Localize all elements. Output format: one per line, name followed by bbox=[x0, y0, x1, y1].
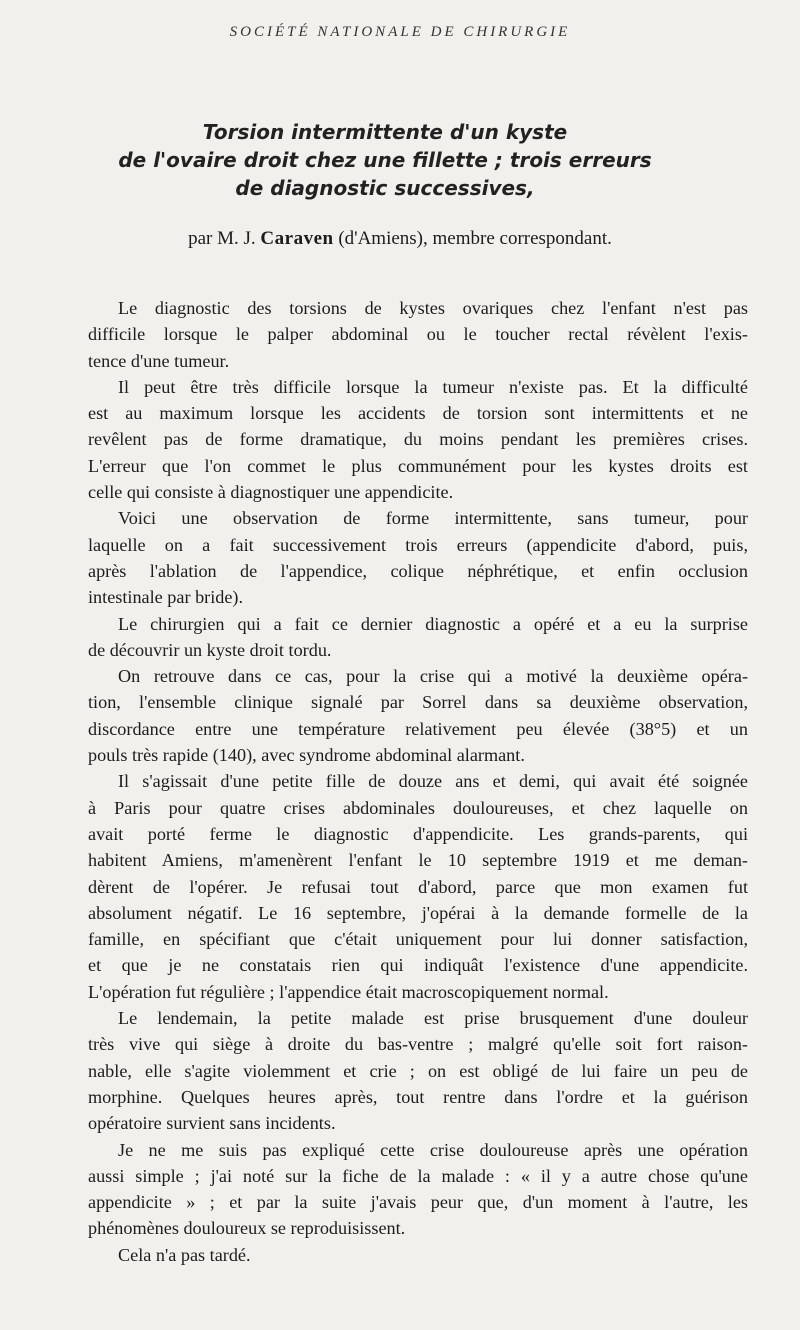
text-line: tion, l'ensemble clinique signalé par Sorrel dans sa deuxième observation, bbox=[88, 692, 748, 713]
text-line: Je ne me suis pas expliqué cette crise douloureuse après une opération bbox=[118, 1139, 748, 1160]
text-line: tence d'une tumeur. bbox=[88, 350, 230, 371]
byline-suffix: (d'Amiens), membre correspondant. bbox=[333, 228, 612, 249]
text-line: avait porté ferme le diagnostic d'appendicite. Les grands-parents, qui bbox=[88, 823, 748, 844]
text-line: On retrouve dans ce cas, pour la crise qui a motivé la deuxième opéra- bbox=[118, 666, 748, 687]
text-line: discordance entre une température relativement peu élevée (38°5) et un bbox=[88, 718, 748, 739]
text-line: intestinale par bride). bbox=[88, 587, 244, 608]
text-line: nable, elle s'agite violemment et crie ; on est obligé de lui faire un peu de bbox=[88, 1060, 748, 1081]
byline-prefix: par M. J. bbox=[188, 228, 261, 249]
text-line: Il s'agissait d'une petite fille de douze ans et demi, qui avait été soignée bbox=[118, 771, 748, 792]
title-line: de diagnostic successives, bbox=[235, 176, 535, 200]
text-line: opératoire survient sans incidents. bbox=[88, 1113, 336, 1134]
text-line: pouls très rapide (140), avec syndrome abdominal alarmant. bbox=[88, 745, 525, 766]
text-line: Le chirurgien qui a fait ce dernier diagnostic a opéré et a eu la surprise bbox=[118, 613, 748, 634]
text-line: phénomènes douloureux se reproduisissent. bbox=[88, 1218, 406, 1239]
text-line: Le diagnostic des torsions de kystes ovariques chez l'enfant n'est pas bbox=[118, 298, 748, 318]
article-title bbox=[90, 118, 680, 202]
text-line: appendicite » ; et par la suite j'avais peur que, d'un moment à l'autre, les bbox=[88, 1192, 748, 1213]
text-line: revêlent pas de forme dramatique, du moins pendant les premières crises. bbox=[88, 429, 748, 450]
running-head: SOCIÉTÉ NATIONALE DE CHIRURGIE bbox=[229, 24, 571, 40]
text-line: est au maximum lorsque les accidents de torsion sont intermittents et ne bbox=[88, 403, 748, 424]
text-line: absolument négatif. Le 16 septembre, j'opérai à la demande formelle de la bbox=[88, 902, 748, 923]
text-line: difficile lorsque le palper abdominal ou le toucher rectal révèlent l'exis- bbox=[88, 324, 748, 345]
article-body bbox=[88, 295, 748, 1268]
text-line: dèrent de l'opérer. Je refusai tout d'abord, parce que mon examen fut bbox=[88, 876, 748, 897]
author-name: Caraven bbox=[260, 228, 334, 249]
text-line: de découvrir un kyste droit tordu. bbox=[88, 639, 332, 660]
text-line: laquelle on a fait successivement trois erreurs (appendicite d'abord, puis, bbox=[88, 534, 748, 555]
text-line: aussi simple ; j'ai noté sur la fiche de la malade : « il y a autre chose qu'une bbox=[88, 1165, 748, 1186]
text-line: Le lendemain, la petite malade est prise brusquement d'une douleur bbox=[118, 1008, 748, 1029]
text-line: L'erreur que l'on commet le plus communément pour les kystes droits est bbox=[88, 455, 748, 476]
text-line: à Paris pour quatre crises abdominales douloureuses, et chez laquelle on bbox=[88, 797, 748, 818]
text-line: Cela n'a pas tardé. bbox=[118, 1244, 251, 1265]
byline bbox=[90, 228, 710, 250]
text-line: L'opération fut régulière ; l'appendice était macroscopiquement normal. bbox=[88, 981, 609, 1002]
title-line: Torsion intermittente d'un kyste bbox=[202, 120, 568, 144]
text-line: très vive qui siège à droite du bas-ventre ; malgré qu'elle soit fort raison- bbox=[88, 1034, 748, 1055]
text-line: Voici une observation de forme intermittente, sans tumeur, pour bbox=[118, 508, 748, 529]
text-line: habitent Amiens, m'amenèrent l'enfant le 10 septembre 1919 et me deman- bbox=[88, 850, 748, 871]
text-line: celle qui consiste à diagnostiquer une appendicite. bbox=[88, 482, 454, 503]
text-line: après l'ablation de l'appendice, colique néphrétique, et enfin occlusion bbox=[88, 560, 748, 581]
title-line: de l'ovaire droit chez une fillette ; trois erreurs bbox=[118, 148, 652, 172]
text-line: et que je ne constatais rien qui indiquât l'existence d'une appendicite. bbox=[88, 955, 748, 976]
text-line: morphine. Quelques heures après, tout rentre dans l'ordre et la guérison bbox=[88, 1086, 748, 1107]
text-line: Il peut être très difficile lorsque la tumeur n'existe pas. Et la difficulté bbox=[118, 376, 748, 397]
text-line: famille, en spécifiant que c'était uniquement pour lui donner satisfaction, bbox=[88, 929, 748, 950]
